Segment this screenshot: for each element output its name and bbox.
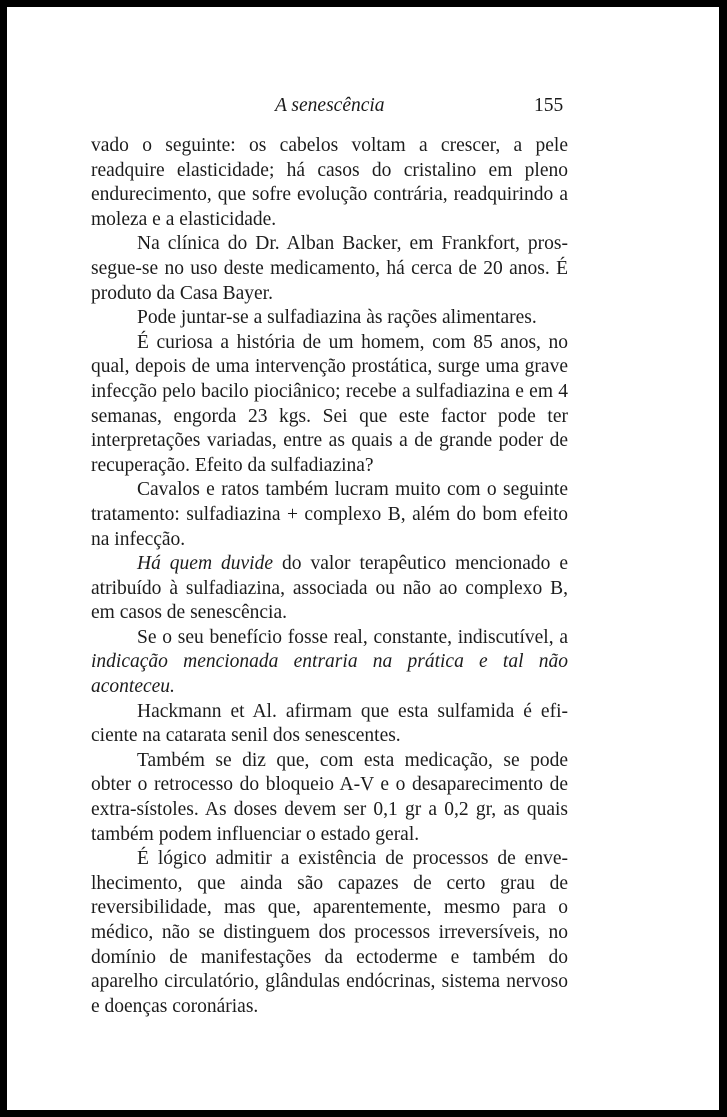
text-segment: Na clínica do Dr. Alban Backer, em Frankfort, prossegue-se no uso deste medicamento, há cerca de 20 anos. É produto da Casa Bayer. — [91, 233, 568, 304]
text-segment: do valor terapêutico mencionado e atribuído à sulfadiazina, associada ou não ao complexo B, em casos de senescência. — [91, 553, 568, 624]
body-text — [91, 134, 568, 1019]
text-segment: É lógico admitir a existência de processos de envelhecimento, que ainda são capazes de certo grau de reversibilidade, mas que, aparentemente, mesmo para o médico, não se distinguem dos processos irreversíveis, no domínio de manifestações da ectoderme e também do aparelho circulatório, glândulas endócrinas, sistema nervoso e doenças coronárias. — [91, 848, 568, 1017]
paragraph — [91, 552, 568, 626]
running-title: A senescência — [275, 95, 385, 116]
italic-text: indicação mencionada entraria na prática e tal não aconteceu. — [91, 651, 568, 698]
text-segment: Também se diz que, com esta medicação, se pode obter o retrocesso do bloqueio A-V e o desaparecimento de extra-sístoles. As doses devem ser 0,1 gr a 0,2 gr, as quais também podem influenciar o estado geral. — [91, 749, 568, 845]
paragraph — [91, 847, 568, 1019]
book-page — [7, 7, 719, 1110]
text-segment: Cavalos e ratos também lucram muito com o seguinte tratamento: sulfadiazina + complexo B, além do bom efeito na infecção. — [91, 479, 568, 550]
italic-text: Há quem duvide — [137, 553, 273, 575]
paragraph — [91, 306, 568, 331]
text-segment: Se o seu benefício fosse real, constante, indiscutível, a — [137, 626, 568, 648]
page-number: 155 — [534, 95, 564, 116]
paragraph — [91, 700, 568, 749]
text-segment: É curiosa a história de um homem, com 85 anos, no qual, depois de uma intervenção prostática, surge uma grave infecção pelo bacilo piociânico; recebe a sulfadiazina e em 4 semanas, engorda 23 kgs. Sei que este factor pode ter interpretações variadas, entre as quais a de grande poder de recuperação. Efeito da sulfadiazina? — [91, 331, 568, 476]
paragraph — [91, 626, 568, 700]
text-segment: vado o seguinte: os cabelos voltam a crescer, a pele readquire elasticidade; há casos do cristalino em pleno endurecimento, que sofre evolução contrária, readquirindo a moleza e a elasticidade. — [91, 135, 568, 230]
paragraph — [91, 232, 568, 306]
text-segment: Hackmann et Al. afirmam que esta sulfamida é eficiente na catarata senil dos senescentes. — [91, 700, 568, 747]
paragraph — [91, 749, 568, 847]
paragraph — [91, 331, 568, 479]
text-segment: Pode juntar-se a sulfadiazina às rações alimentares. — [137, 307, 537, 329]
paragraph — [91, 134, 568, 232]
paragraph — [91, 478, 568, 552]
